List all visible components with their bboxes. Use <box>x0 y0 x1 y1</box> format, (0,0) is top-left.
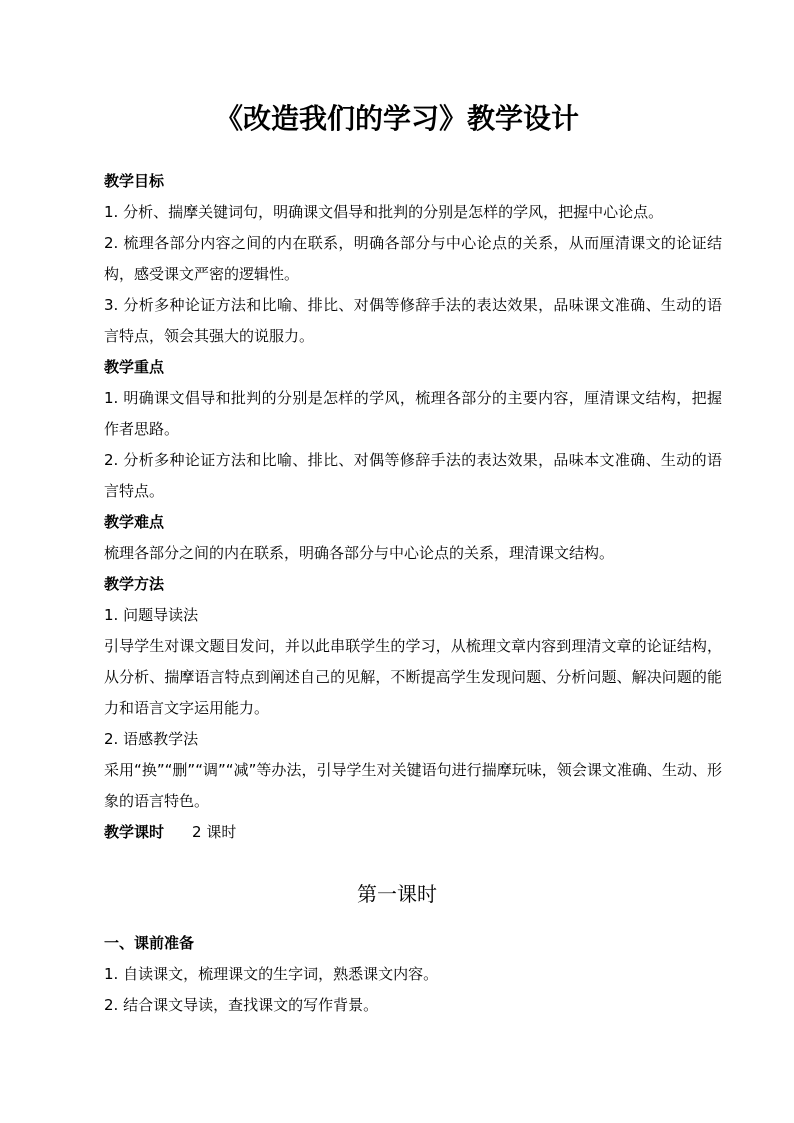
goal-item: 1. 分析、揣摩关键词句，明确课文倡导和批判的分别是怎样的学风，把握中心论点。 <box>104 203 664 221</box>
prep-item: 1. 自读课文，梳理课文的生字词，熟悉课文内容。 <box>104 965 439 983</box>
document-title: 《改造我们的学习》教学设计 <box>214 102 579 135</box>
difficulties-text: 梳理各部分之间的内在联系，明确各部分与中心论点的关系，理清课文结构。 <box>104 544 615 562</box>
key-point-item: 1. 明确课文倡导和批判的分别是怎样的学风，梳理各部分的主要内容，厘清课文结构，把握作者思路。 <box>104 389 722 438</box>
method-1-text: 引导学生对课文题目发问，并以此串联学生的学习，从梳理文章内容到理清文章的论证结构，从分析、揣摩语言特点到阐述自己的见解，不断提高学生发现问题、分析问题、解决问题的能力和语言文字运用能力。 <box>104 637 722 717</box>
hours-label: 教学课时 <box>104 823 165 841</box>
key-points-heading: 教学重点 <box>104 358 165 376</box>
main-content <box>104 166 722 848</box>
hours-line <box>104 817 722 848</box>
lesson-1-title: 第一课时 <box>357 882 437 906</box>
hours-value: 2 课时 <box>192 823 237 841</box>
method-1-title: 1. 问题导读法 <box>104 606 199 624</box>
key-point-item: 2. 分析多种论证方法和比喻、排比、对偶等修辞手法的表达效果，品味本文准确、生动的语言特点。 <box>104 451 722 500</box>
goal-item: 2. 梳理各部分内容之间的内在联系，明确各部分与中心论点的关系，从而厘清课文的论证结构，感受课文严密的逻辑性。 <box>104 234 722 283</box>
method-2-text: 采用“换”“删”“调”“减”等办法，引导学生对关键语句进行揣摩玩味，领会课文准确、生动、形象的语言特色。 <box>104 761 723 810</box>
lesson-1-content <box>104 928 722 1021</box>
method-2-title: 2. 语感教学法 <box>104 730 199 748</box>
goal-item: 3. 分析多种论证方法和比喻、排比、对偶等修辞手法的表达效果，品味课文准确、生动的语言特点，领会其强大的说服力。 <box>104 296 722 345</box>
difficulties-heading: 教学难点 <box>104 513 165 531</box>
goals-heading: 教学目标 <box>104 172 165 190</box>
prep-item: 2. 结合课文导读，查找课文的写作背景。 <box>104 996 379 1014</box>
prep-heading: 一、课前准备 <box>104 934 195 952</box>
methods-heading: 教学方法 <box>104 575 165 593</box>
